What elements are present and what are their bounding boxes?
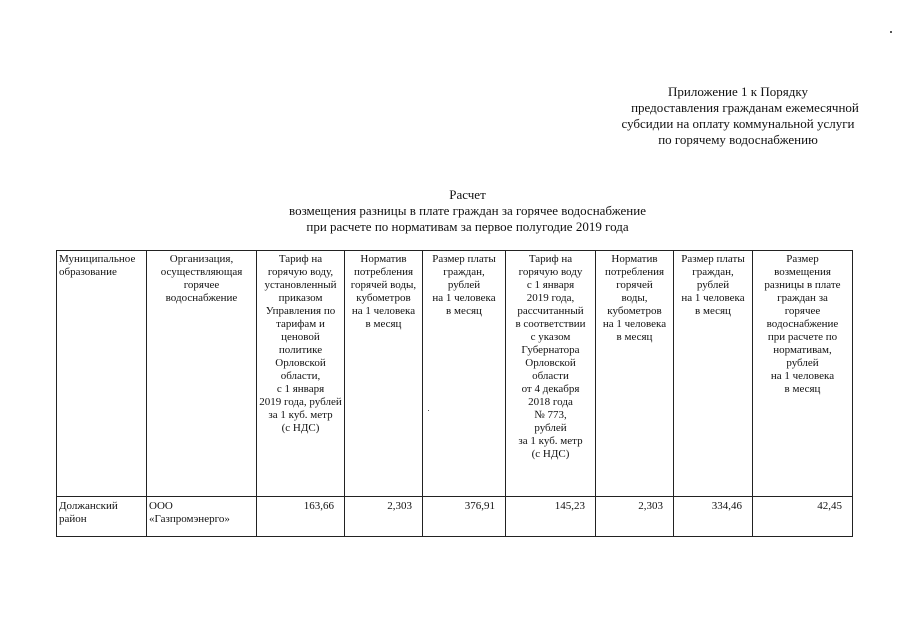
scan-speck [428,410,429,411]
appendix-line: Приложение 1 к Порядку [668,84,808,99]
header-compensation: Размер возмещения разницы в плате граждан за горячее водоснабжение при расчете по нормативам, рублей на 1 человека в месяц [753,251,853,497]
table-row [57,497,853,537]
header-tariff-order: Тариф на горячую воду, установленный приказом Управления по тарифам и ценовой политике Орловской области, с 1 января 2019 года, рублей за 1 куб. метр (с НДС) [257,251,345,497]
header-consumption-norm: Норматив потребления горячей воды, кубометров на 1 человека в месяц [345,251,423,497]
header-payment-size-2: Размер платы граждан, рублей на 1 человека в месяц [674,251,753,497]
header-municipality: Муниципальное образование [57,251,147,497]
appendix-line: субсидии на оплату коммунальной услуги [621,116,855,131]
header-payment-size: Размер платы граждан, рублей на 1 человека в месяц [423,251,506,497]
document-subtitle-line: при расчете по нормативам за первое полугодие 2019 года [306,219,629,234]
cell-payment-size: 376,91 [423,497,506,537]
cell-compensation: 42,45 [753,497,853,537]
document-title: Расчет [449,187,486,202]
cell-organization: ООО «Газпромэнерго» [147,497,257,537]
header-consumption-norm-2: Норматив потребления горячей воды, кубометров на 1 человека в месяц [596,251,674,497]
cell-tariff-decree: 145,23 [506,497,596,537]
cell-municipality: Должанский район [57,497,147,537]
header-organization: Организация, осуществляющая горячее водоснабжение [147,251,257,497]
table-header-row [57,251,853,497]
cell-consumption-norm: 2,303 [345,497,423,537]
document-subtitle-line: возмещения разницы в плате граждан за горячее водоснабжение [289,203,646,218]
cell-tariff-order: 163,66 [257,497,345,537]
scan-speck [890,31,892,33]
cell-payment-size-2: 334,46 [674,497,753,537]
appendix-line: по горячему водоснабжению [658,132,818,147]
subsidy-calculation-table [56,250,853,537]
document-title-block [200,187,735,235]
appendix-reference [598,84,878,148]
header-tariff-decree: Тариф на горячую воду с 1 января 2019 года, рассчитанный в соответствии с указом Губернатора Орловской области от 4 декабря 2018 года № 773, рублей за 1 куб. метр (с НДС) [506,251,596,497]
cell-consumption-norm-2: 2,303 [596,497,674,537]
appendix-line: предоставления гражданам ежемесячной [631,100,859,115]
